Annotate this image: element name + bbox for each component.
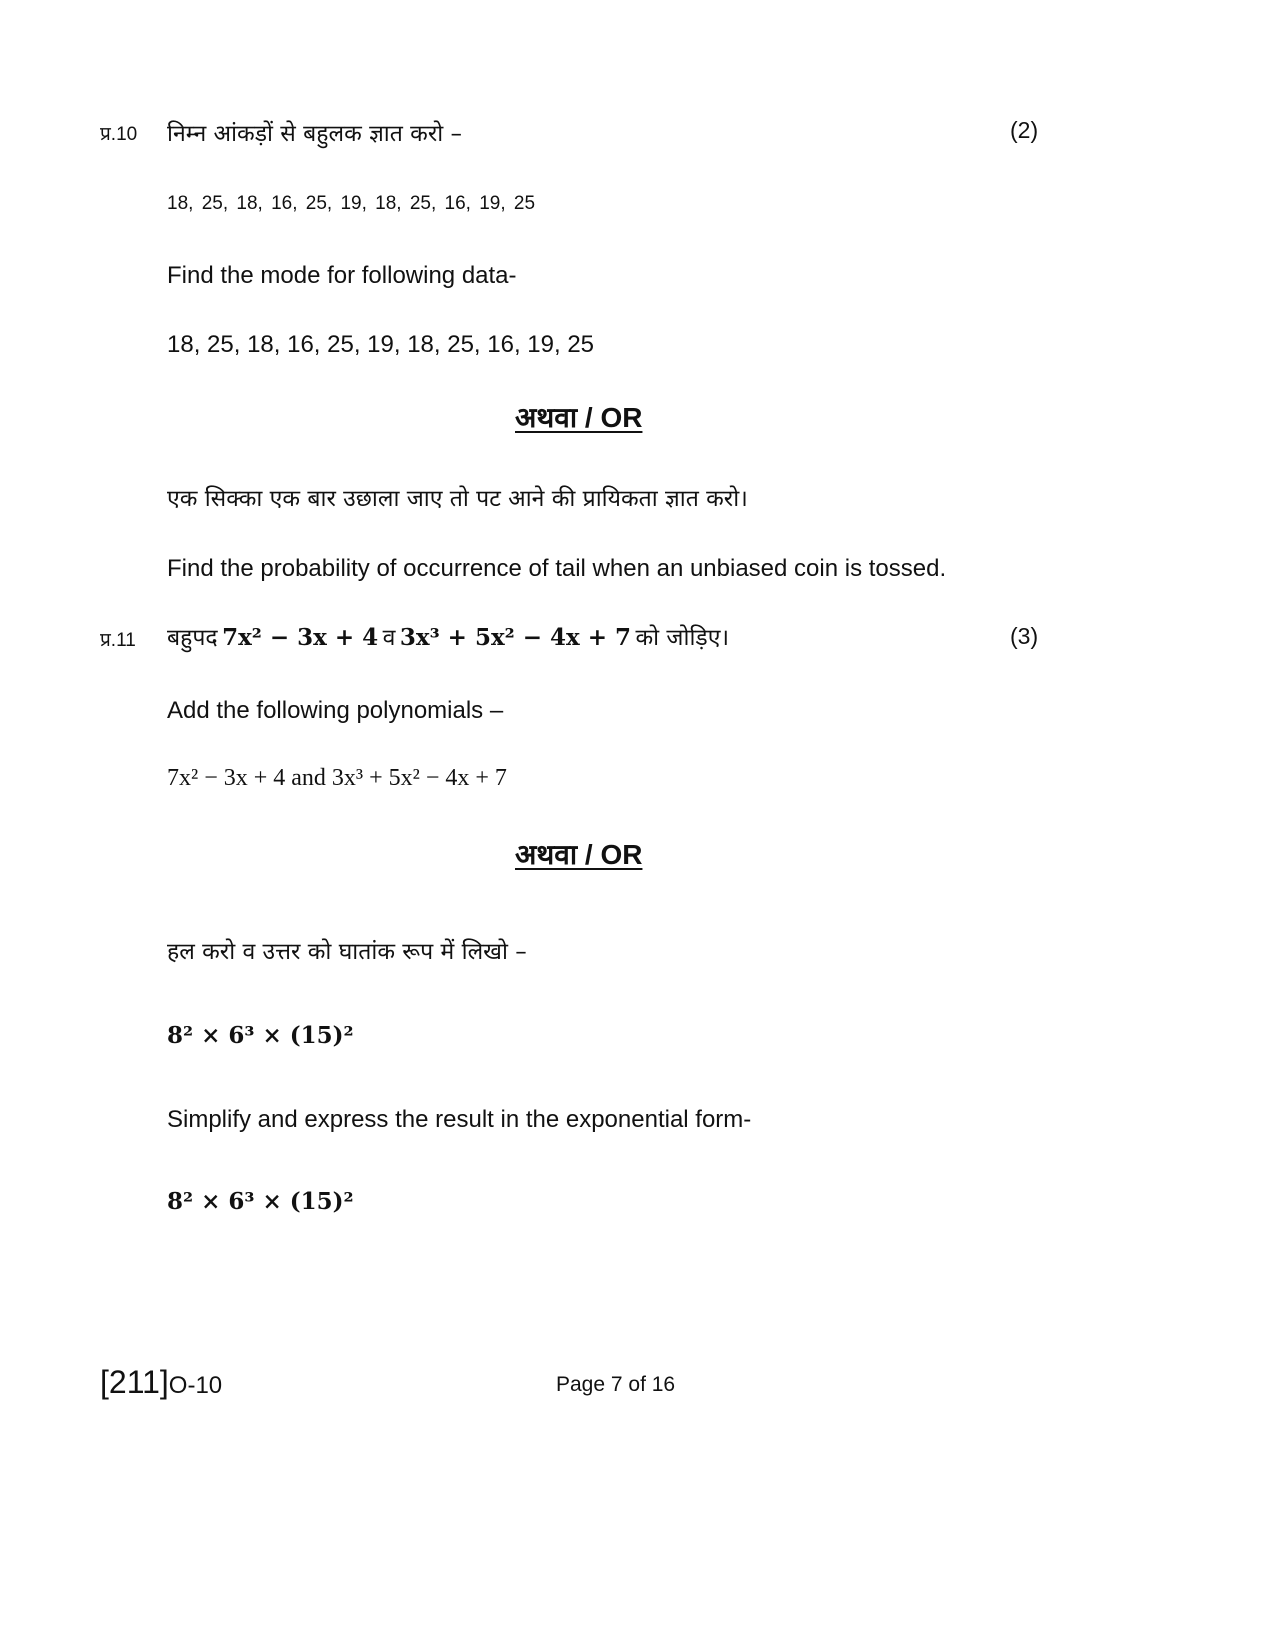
q10-marks: (2): [1010, 117, 1039, 143]
q10-hindi-text: निम्न आंकड़ों से बहुलक ज्ञात करो –: [167, 121, 463, 147]
q10-or-label: अथवा / OR: [515, 402, 643, 433]
q11-alt-english: Simplify and express the result in the exponential form-: [167, 1106, 752, 1133]
q11-number: प्र.11: [100, 630, 136, 651]
paper-code-suffix: O-10: [168, 1372, 223, 1399]
q11-poly1: 7x² − 3x + 4: [222, 624, 379, 651]
q11-or-label: अथवा / OR: [515, 839, 643, 870]
q10-data: 18, 25, 18, 16, 25, 19, 18, 25, 16, 19, 25: [167, 331, 595, 358]
q11-hindi-suffix: को जोड़िए।: [635, 625, 730, 651]
paper-code: [100, 1364, 222, 1401]
q11-alt-hindi: हल करो व उत्तर को घातांक रूप में लिखो –: [167, 939, 527, 965]
q10-alt-english: Find the probability of occurrence of tail when an unbiased coin is tossed.: [167, 555, 947, 582]
q10-data-small: 18, 25, 18, 16, 25, 19, 18, 25, 16, 19, 25: [167, 193, 536, 214]
q10-alt-hindi: एक सिक्का एक बार उछाला जाए तो पट आने की प्रायिकता ज्ञात करो।: [167, 486, 748, 512]
q11-alt-expression-2: 8² × 6³ × (15)²: [167, 1188, 354, 1215]
q10-english-text: Find the mode for following data-: [167, 262, 517, 289]
q11-poly-line: 7x² − 3x + 4 and 3x³ + 5x² − 4x + 7: [167, 765, 507, 791]
q11-alt-expression-1: 8² × 6³ × (15)²: [167, 1022, 354, 1049]
q11-hindi-and: व: [382, 625, 396, 651]
page-number: Page 7 of 16: [556, 1373, 676, 1396]
q11-english-text: Add the following polynomials –: [167, 697, 504, 724]
q11-hindi-prefix: बहुपद: [167, 625, 218, 651]
paper-code-main: [211]: [100, 1364, 169, 1400]
q11-hindi-line: [167, 620, 729, 652]
q11-marks: (3): [1010, 623, 1039, 649]
q11-poly2: 3x³ + 5x² − 4x + 7: [399, 624, 632, 651]
q10-number: प्र.10: [100, 124, 138, 145]
